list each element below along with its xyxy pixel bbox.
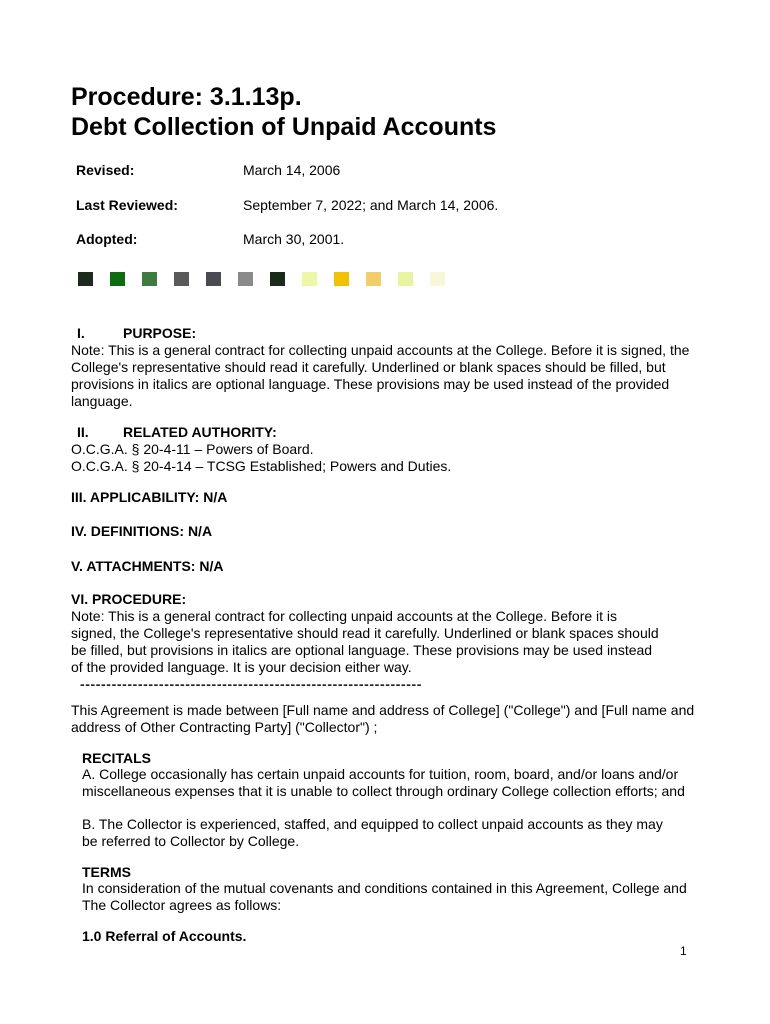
purpose-line: provisions in italics are optional language. These provisions may be used instead of the provided — [71, 376, 670, 392]
recital-a-line: miscellaneous expenses that it is unable to collect through ordinary College collection efforts; and — [82, 783, 685, 799]
section-2-heading: RELATED AUTHORITY: — [123, 424, 277, 440]
last-reviewed-label: Last Reviewed: — [76, 197, 178, 213]
dashed-separator: ----------------------------------------------------------------- — [80, 676, 423, 692]
section-2-number: II. — [77, 424, 89, 440]
purpose-line: Note: This is a general contract for collecting unpaid accounts at the College. Before it is signed, the — [71, 342, 690, 358]
terms-line: In consideration of the mutual covenants and conditions contained in this Agreement, College and — [82, 880, 687, 896]
purpose-line: language. — [71, 393, 133, 409]
section-1-number: I. — [77, 325, 85, 341]
section-5-attachments: V. ATTACHMENTS: N/A — [71, 558, 224, 574]
color-swatch — [142, 272, 157, 286]
color-swatch — [238, 272, 253, 286]
terms-heading: TERMS — [82, 864, 131, 880]
section-1-heading: PURPOSE: — [123, 325, 197, 341]
agreement-line: address of Other Contracting Party] ("Collector") ; — [71, 719, 378, 735]
color-swatch — [78, 272, 93, 286]
color-swatch — [302, 272, 317, 286]
color-swatch-strip — [78, 272, 458, 286]
last-reviewed-value: September 7, 2022; and March 14, 2006. — [243, 197, 499, 213]
revised-label: Revised: — [76, 162, 135, 178]
procedure-line: be filled, but provisions in italics are optional language. These provisions may be used instead — [71, 642, 653, 658]
color-swatch — [430, 272, 445, 286]
procedure-line: signed, the College's representative should read it carefully. Underlined or blank spaces should — [71, 625, 659, 641]
agreement-line: This Agreement is made between [Full name and address of College] ("College") and [Full name and — [71, 702, 695, 718]
adopted-label: Adopted: — [76, 231, 138, 247]
adopted-value: March 30, 2001. — [243, 231, 345, 247]
authority-line: O.C.G.A. § 20-4-14 – TCSG Established; Powers and Duties. — [71, 458, 452, 474]
color-swatch — [334, 272, 349, 286]
color-swatch — [174, 272, 189, 286]
color-swatch — [270, 272, 285, 286]
document-title-line-2: Debt Collection of Unpaid Accounts — [71, 113, 497, 141]
recital-a-line: A. College occasionally has certain unpaid accounts for tuition, room, board, and/or loans and/or — [82, 766, 679, 782]
terms-line: The Collector agrees as follows: — [82, 897, 282, 913]
color-swatch — [206, 272, 221, 286]
section-3-applicability: III. APPLICABILITY: N/A — [71, 489, 228, 505]
page-number: 1 — [680, 944, 687, 958]
procedure-line: of the provided language. It is your decision either way. — [71, 659, 412, 675]
section-4-definitions: IV. DEFINITIONS: N/A — [71, 523, 213, 539]
section-6-heading: VI. PROCEDURE: — [71, 591, 187, 607]
subsection-heading: 1.0 Referral of Accounts. — [82, 928, 247, 944]
purpose-line: College's representative should read it carefully. Underlined or blank spaces should be filled, but — [71, 359, 666, 375]
color-swatch — [110, 272, 125, 286]
color-swatch — [366, 272, 381, 286]
procedure-line: Note: This is a general contract for collecting unpaid accounts at the College. Before it is — [71, 608, 618, 624]
recital-b-line: B. The Collector is experienced, staffed, and equipped to collect unpaid accounts as they may — [82, 816, 663, 832]
revised-value: March 14, 2006 — [243, 162, 341, 178]
color-swatch — [398, 272, 413, 286]
recital-b-line: be referred to Collector by College. — [82, 833, 300, 849]
document-title-line-1: Procedure: 3.1.13p. — [71, 83, 302, 111]
authority-line: O.C.G.A. § 20-4-11 – Powers of Board. — [71, 441, 314, 457]
recitals-heading: RECITALS — [82, 750, 151, 766]
